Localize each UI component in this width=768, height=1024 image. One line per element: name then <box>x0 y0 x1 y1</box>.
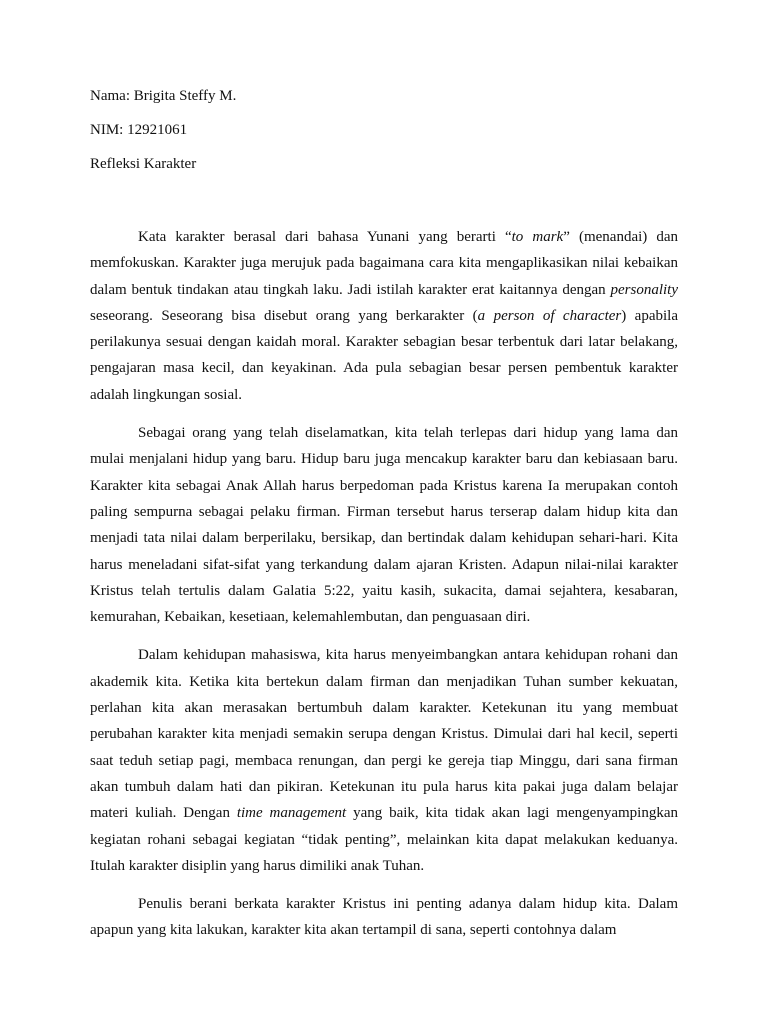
text-run: Sebagai orang yang telah diselamatkan, kita telah terlepas dari hidup yang lama dan mulai menjalani hidup yang baru. Hidup baru juga mencakup karakter baru dan kebiasaan baru. Karakter kita sebagai Anak Allah harus berpedoman pada Kristus karena Ia merupakan contoh paling sempurna sebagai pelaku firman. Firman tersebut harus terserap dalam hidup kita dan menjadi tata nilai dalam berperilaku, bersikap, dan bertindak dalam kehidupan sehari-hari. Kita harus meneladani sifat-sifat yang terkandung dalam ajaran Kristen. Adapun nilai-nilai karakter Kristus telah tertulis dalam Galatia 5:22, yaitu kasih, sukacita, damai sejahtera, kesabaran, kemurahan, Kebaikan, kesetiaan, kelemahlembutan, dan penguasaan diri. <box>90 425 678 626</box>
essay-body <box>90 224 678 944</box>
document-title: Refleksi Karakter <box>90 156 197 172</box>
paragraph-1 <box>90 224 678 408</box>
text-run: ” (menandai) dan memfokuskan. Karakter juga merujuk pada bagaimana cara kita mengaplikasikan nilai kebaikan dalam bentuk tindakan atau tingkah laku. Jadi istilah karakter erat kaitannya dengan <box>90 229 679 298</box>
italic-phrase: a person of character <box>477 307 622 324</box>
text-run: Penulis berani berkata karakter Kristus ini penting adanya dalam hidup kita. Dalam apapun yang kita lakukan, karakter kita akan tertampil di sana, seperti contohnya dalam <box>90 896 678 939</box>
author-name: Nama: Brigita Steffy M. <box>90 88 237 104</box>
student-id: NIM: 12921061 <box>90 122 188 138</box>
paragraph-4 <box>90 891 678 944</box>
italic-phrase: time management <box>236 805 347 822</box>
text-run: seseorang. Seseorang bisa disebut orang yang berkarakter ( <box>90 307 478 324</box>
italic-phrase: to mark <box>511 229 564 245</box>
italic-phrase: personality <box>610 281 678 298</box>
text-run: yang baik, kita tidak akan lagi mengenyampingkan kegiatan rohani sebagai kegiatan “tidak penting”, melainkan kita dapat melakukan keduanya. Itulah karakter disiplin yang harus dimiliki anak Tuhan. <box>90 805 678 874</box>
paragraph-2 <box>90 420 678 630</box>
paragraph-3 <box>90 642 678 879</box>
text-run: Kata karakter berasal dari bahasa Yunani yang berarti “ <box>138 229 512 245</box>
text-run: ) apabila perilakunya sesuai dengan kaidah moral. Karakter sebagian besar terbentuk dari latar belakang, pengajaran masa kecil, dan keyakinan. Ada pula sebagian besar persen pembentuk karakter adalah lingkungan sosial. <box>90 307 678 403</box>
text-run: Dalam kehidupan mahasiswa, kita harus menyeimbangkan antara kehidupan rohani dan akademik kita. Ketika kita bertekun dalam firman dan menjadikan Tuhan sumber kekuatan, perlahan kita akan merasakan bertumbuh dalam karakter. Ketekunan itu yang membuat perubahan karakter kita menjadi semakin serupa dengan Kristus. Dimulai dari hal kecil, seperti saat teduh setiap pagi, membaca renungan, dan pergi ke gereja tiap Minggu, dari sana firman akan tumbuh dalam hati dan pikiran. Ketekunan itu pula harus kita pakai juga dalam belajar materi kuliah. Dengan <box>90 647 678 822</box>
